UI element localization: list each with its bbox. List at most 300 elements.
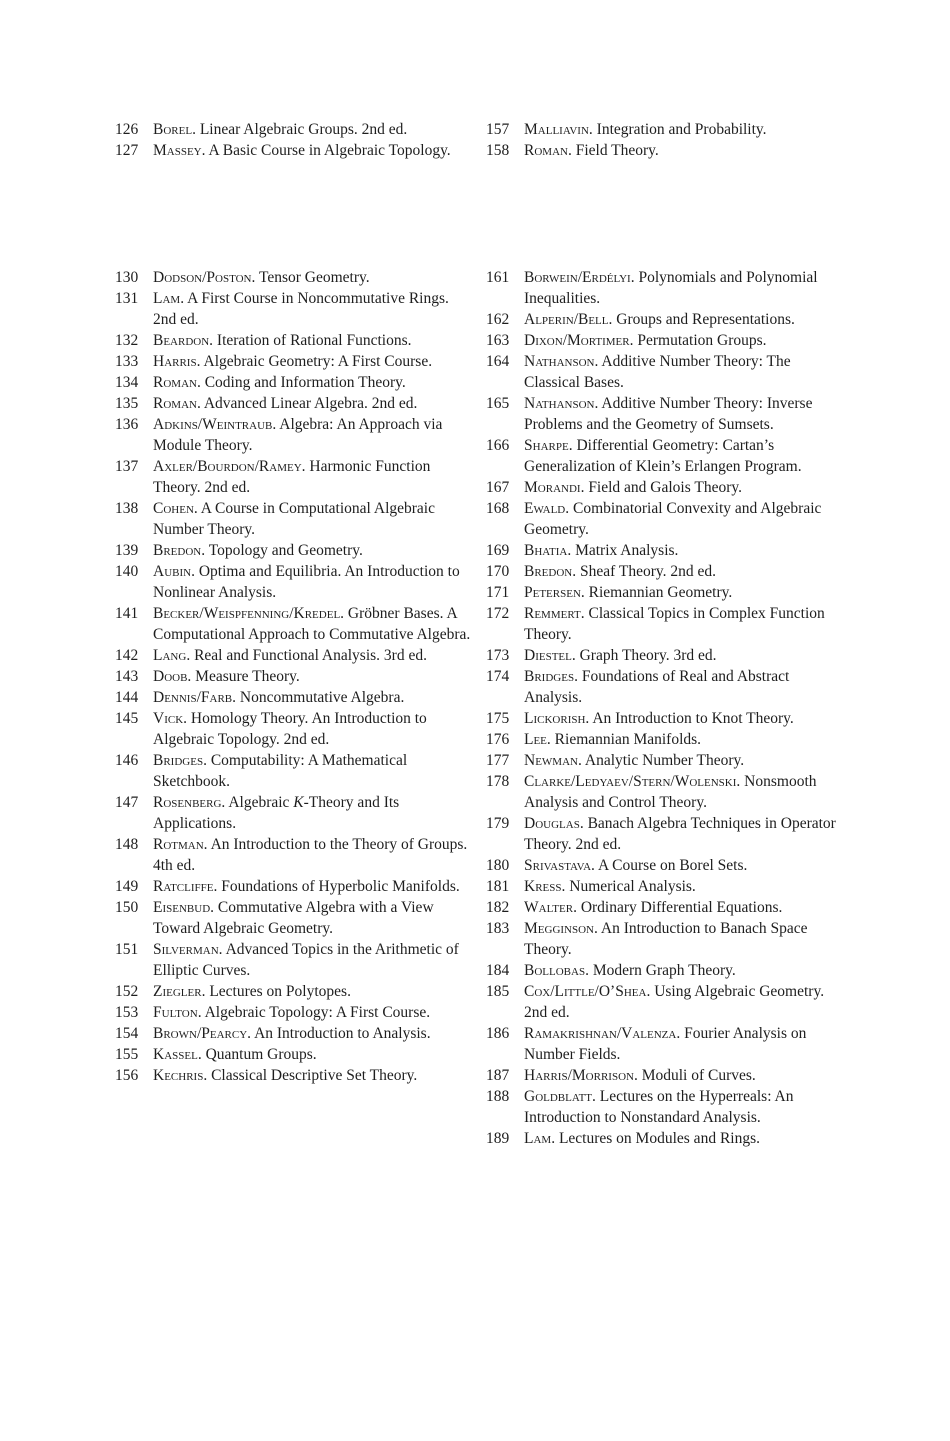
entry-number: 155 bbox=[115, 1046, 139, 1063]
entry-author: Doob bbox=[153, 668, 188, 685]
entry-title: An Introduction to Knot Theory. bbox=[592, 710, 794, 727]
entry-author: Lang bbox=[153, 647, 187, 664]
entry-number: 141 bbox=[115, 605, 139, 622]
entry-number: 168 bbox=[486, 500, 510, 517]
entry-author: Vick bbox=[153, 710, 184, 727]
entry-author: Petersen bbox=[524, 584, 581, 601]
entry-title: Riemannian Manifolds. bbox=[554, 731, 702, 748]
entry-number: 127 bbox=[115, 142, 139, 159]
entry-number: 173 bbox=[486, 647, 510, 664]
entry-separator: . bbox=[736, 773, 745, 790]
entry-title: Riemannian Geometry. bbox=[588, 584, 733, 601]
entry-author: Morandi bbox=[524, 479, 581, 496]
entry-separator: . bbox=[183, 710, 191, 727]
entry-separator: . bbox=[201, 983, 210, 1000]
entry-title: Additive Number Theory: The Classical Bases. bbox=[524, 353, 791, 391]
list-entry bbox=[115, 456, 475, 498]
list-entry bbox=[486, 267, 846, 309]
entry-author: Becker/Weispfenning/Kredel bbox=[153, 605, 341, 622]
list-entry bbox=[115, 561, 475, 603]
entry-title: A Course in Computational Algebraic Number Theory. bbox=[153, 500, 435, 538]
entry-number: 145 bbox=[115, 710, 139, 727]
list-block-top-left bbox=[115, 119, 475, 161]
entry-author: Borwein/Erdélyi bbox=[524, 269, 631, 286]
list-entry bbox=[115, 1023, 475, 1044]
entry-author: Brown/Pearcy bbox=[153, 1025, 248, 1042]
entry-author: Roman bbox=[524, 142, 568, 159]
list-entry bbox=[115, 1002, 475, 1023]
list-entry bbox=[115, 939, 475, 981]
entry-title: Tensor Geometry. bbox=[258, 269, 370, 286]
entry-title: Combinatorial Convexity and Algebraic Geometry. bbox=[524, 500, 822, 538]
entry-number: 166 bbox=[486, 437, 510, 454]
entry-author: Dixon/Mortimer bbox=[524, 332, 630, 349]
entry-title: Polynomials and Polynomial Inequalities. bbox=[524, 269, 818, 307]
entry-separator: . bbox=[591, 857, 598, 874]
entry-separator: . bbox=[573, 899, 581, 916]
entry-author: Bridges bbox=[524, 668, 575, 685]
entry-author: Dennis/Farb bbox=[153, 689, 233, 706]
entry-author: Bredon bbox=[524, 563, 573, 580]
entry-title: Modern Graph Theory. bbox=[592, 962, 736, 979]
entry-author: Massey bbox=[153, 142, 202, 159]
entry-title: Numerical Analysis. bbox=[569, 878, 696, 895]
entry-number: 133 bbox=[115, 353, 139, 370]
entry-number: 181 bbox=[486, 878, 510, 895]
entry-separator: . bbox=[301, 458, 310, 475]
entry-author: Rosenberg bbox=[153, 794, 222, 811]
entry-separator: . bbox=[676, 1025, 685, 1042]
entry-author: Silverman bbox=[153, 941, 219, 958]
list-entry bbox=[486, 1086, 846, 1128]
entry-separator: . bbox=[594, 395, 602, 412]
entry-author: Kassel bbox=[153, 1046, 198, 1063]
list-entry bbox=[115, 330, 475, 351]
entry-separator: . bbox=[209, 332, 217, 349]
entry-author: Srivastava bbox=[524, 857, 592, 874]
entry-number: 184 bbox=[486, 962, 510, 979]
entry-separator: . bbox=[594, 920, 601, 937]
list-entry bbox=[115, 750, 475, 792]
list-entry bbox=[115, 540, 475, 561]
entry-title: Using Algebraic Geometry. 2nd ed. bbox=[524, 983, 825, 1021]
entry-number: 135 bbox=[115, 395, 139, 412]
entry-number: 131 bbox=[115, 290, 139, 307]
entry-number: 140 bbox=[115, 563, 139, 580]
entry-title: An Introduction to the Theory of Groups. 4th ed. bbox=[153, 836, 468, 874]
entry-author: Cox/Little/O’Shea bbox=[524, 983, 647, 1000]
list-entry bbox=[486, 119, 846, 140]
list-entry bbox=[486, 582, 846, 603]
entry-separator: . bbox=[247, 1025, 255, 1042]
entry-number: 182 bbox=[486, 899, 510, 916]
entry-separator: . bbox=[201, 142, 209, 159]
entry-author: Axler/Bourdon/Ramey bbox=[153, 458, 302, 475]
entry-separator: . bbox=[565, 500, 573, 517]
entry-title: Lectures on Modules and Rings. bbox=[558, 1130, 760, 1147]
entry-title: Matrix Analysis. bbox=[575, 542, 679, 559]
list-entry bbox=[486, 708, 846, 729]
entry-title: Foundations of Hyperbolic Manifolds. bbox=[221, 878, 460, 895]
entry-number: 130 bbox=[115, 269, 139, 286]
entry-title: Algebraic K-Theory and Its Applications. bbox=[153, 794, 400, 832]
entry-author: Remmert bbox=[524, 605, 581, 622]
entry-number: 186 bbox=[486, 1025, 510, 1042]
entry-author: Sharpe bbox=[524, 437, 569, 454]
entry-author: Alperin/Bell bbox=[524, 311, 609, 328]
list-entry bbox=[115, 876, 475, 897]
list-entry bbox=[115, 393, 475, 414]
entry-separator: . bbox=[585, 962, 593, 979]
entry-title: Coding and Information Theory. bbox=[204, 374, 406, 391]
list-entry bbox=[486, 603, 846, 645]
entry-author: Fulton bbox=[153, 1004, 198, 1021]
list-entry bbox=[486, 561, 846, 582]
entry-title: Foundations of Real and Abstract Analysis. bbox=[524, 668, 790, 706]
entry-author: Adkins/Weintraub bbox=[153, 416, 273, 433]
entry-title: Linear Algebraic Groups. 2nd ed. bbox=[199, 121, 408, 138]
entry-separator: . bbox=[197, 1004, 205, 1021]
entry-title: Graph Theory. 3rd ed. bbox=[579, 647, 717, 664]
list-entry bbox=[486, 729, 846, 750]
entry-title: Optima and Equilibria. An Introduction to Nonlinear Analysis. bbox=[153, 563, 460, 601]
entry-author: Nathanson bbox=[524, 395, 595, 412]
entry-author: Dodson/Poston bbox=[153, 269, 252, 286]
entry-separator: . bbox=[646, 983, 655, 1000]
entry-number: 146 bbox=[115, 752, 139, 769]
entry-title: Algebraic Topology: A First Course. bbox=[204, 1004, 431, 1021]
entry-title: Topology and Geometry. bbox=[208, 542, 363, 559]
entry-number: 178 bbox=[486, 773, 510, 790]
entry-separator: . bbox=[221, 794, 229, 811]
entry-number: 188 bbox=[486, 1088, 510, 1105]
list-entry bbox=[486, 960, 846, 981]
entry-author: Rotman bbox=[153, 836, 204, 853]
entry-separator: . bbox=[272, 416, 280, 433]
list-entry bbox=[486, 981, 846, 1023]
entry-title: Commutative Algebra with a View Toward Algebraic Geometry. bbox=[153, 899, 434, 937]
entry-number: 142 bbox=[115, 647, 139, 664]
entry-separator: . bbox=[594, 353, 602, 370]
entry-number: 137 bbox=[115, 458, 139, 475]
entry-title: Ordinary Differential Equations. bbox=[580, 899, 783, 916]
entry-title: Differential Geometry: Cartan’s Generalization of Klein’s Erlangen Program. bbox=[524, 437, 802, 475]
list-entry bbox=[486, 1023, 846, 1065]
entry-title: Iteration of Rational Functions. bbox=[216, 332, 412, 349]
entry-author: Megginson bbox=[524, 920, 595, 937]
entry-title: An Introduction to Analysis. bbox=[254, 1025, 431, 1042]
entry-title: Classical Descriptive Set Theory. bbox=[211, 1067, 418, 1084]
list-entry bbox=[115, 351, 475, 372]
entry-number: 143 bbox=[115, 668, 139, 685]
entry-number: 171 bbox=[486, 584, 510, 601]
entry-number: 151 bbox=[115, 941, 139, 958]
entry-separator: . bbox=[580, 605, 589, 622]
entry-separator: . bbox=[633, 1067, 642, 1084]
entry-number: 148 bbox=[115, 836, 139, 853]
entry-author: Harris bbox=[153, 353, 197, 370]
entry-separator: . bbox=[196, 395, 204, 412]
entry-separator: . bbox=[201, 542, 209, 559]
entry-author: Bollobas bbox=[524, 962, 586, 979]
list-entry bbox=[486, 771, 846, 813]
entry-title: Advanced Topics in the Arithmetic of Elliptic Curves. bbox=[153, 941, 459, 979]
entry-author: Roman bbox=[153, 374, 197, 391]
list-entry bbox=[115, 498, 475, 540]
entry-separator: . bbox=[577, 752, 585, 769]
entry-author: Lam bbox=[153, 290, 181, 307]
entry-number: 175 bbox=[486, 710, 510, 727]
entry-title: Banach Algebra Techniques in Operator Theory. 2nd ed. bbox=[524, 815, 836, 853]
entry-title: Gröbner Bases. A Computational Approach to Commutative Algebra. bbox=[153, 605, 471, 643]
entry-separator: . bbox=[561, 878, 570, 895]
entry-separator: . bbox=[567, 542, 576, 559]
list-entry bbox=[115, 645, 475, 666]
entry-title: Computability: A Mathematical Sketchbook. bbox=[153, 752, 408, 790]
entry-number: 156 bbox=[115, 1067, 139, 1084]
list-entry bbox=[115, 834, 475, 876]
list-entry bbox=[486, 309, 846, 330]
entry-number: 158 bbox=[486, 142, 510, 159]
entry-separator: . bbox=[213, 878, 222, 895]
entry-title: A Course on Borel Sets. bbox=[597, 857, 748, 874]
entry-separator: . bbox=[592, 1088, 600, 1105]
entry-number: 189 bbox=[486, 1130, 510, 1147]
list-entry bbox=[115, 687, 475, 708]
entry-author: Bredon bbox=[153, 542, 202, 559]
list-entry bbox=[486, 918, 846, 960]
list-entry bbox=[486, 498, 846, 540]
entry-number: 139 bbox=[115, 542, 139, 559]
entry-separator: . bbox=[180, 290, 188, 307]
entry-separator: . bbox=[580, 479, 589, 496]
entry-number: 136 bbox=[115, 416, 139, 433]
entry-number: 149 bbox=[115, 878, 139, 895]
entry-author: Nathanson bbox=[524, 353, 595, 370]
entry-author: Clarke/Ledyaev/Stern/Wolenski bbox=[524, 773, 737, 790]
entry-author: Ramakrishnan/Valenza bbox=[524, 1025, 677, 1042]
entry-title: Analytic Number Theory. bbox=[584, 752, 745, 769]
entry-author: Bridges bbox=[153, 752, 204, 769]
entry-author: Aubin bbox=[153, 563, 192, 580]
entry-separator: . bbox=[588, 121, 597, 138]
entry-author: Kechris bbox=[153, 1067, 204, 1084]
list-entry bbox=[115, 267, 475, 288]
entry-title: A First Course in Noncommutative Rings. 2nd ed. bbox=[153, 290, 449, 328]
list-entry bbox=[486, 435, 846, 477]
entry-title: An Introduction to Banach Space Theory. bbox=[524, 920, 808, 958]
entry-author: Borel bbox=[153, 121, 193, 138]
entry-number: 172 bbox=[486, 605, 510, 622]
entry-author: Kress bbox=[524, 878, 562, 895]
entry-number: 147 bbox=[115, 794, 139, 811]
entry-title: Algebraic Geometry: A First Course. bbox=[203, 353, 433, 370]
entry-separator: . bbox=[187, 668, 196, 685]
entry-author: Bhatia bbox=[524, 542, 568, 559]
entry-separator: . bbox=[567, 142, 576, 159]
entry-separator: . bbox=[191, 563, 199, 580]
entry-title: Classical Topics in Complex Function Theory. bbox=[524, 605, 825, 643]
entry-title: Field and Galois Theory. bbox=[588, 479, 742, 496]
entry-separator: . bbox=[580, 584, 589, 601]
entry-number: 164 bbox=[486, 353, 510, 370]
list-entry bbox=[486, 1128, 846, 1149]
entry-title: Field Theory. bbox=[575, 142, 659, 159]
entry-number: 187 bbox=[486, 1067, 510, 1084]
list-block-top-right bbox=[486, 119, 846, 161]
entry-number: 180 bbox=[486, 857, 510, 874]
entry-number: 165 bbox=[486, 395, 510, 412]
entry-separator: . bbox=[340, 605, 348, 622]
entry-title: Measure Theory. bbox=[195, 668, 300, 685]
entry-title: Lectures on Polytopes. bbox=[209, 983, 351, 1000]
entry-number: 163 bbox=[486, 332, 510, 349]
list-entry bbox=[486, 666, 846, 708]
entry-author: Walter bbox=[524, 899, 574, 916]
list-entry bbox=[115, 288, 475, 330]
entry-title: Integration and Probability. bbox=[596, 121, 767, 138]
entry-author: Lam bbox=[524, 1130, 552, 1147]
entry-separator: . bbox=[196, 353, 204, 370]
entry-separator: . bbox=[193, 500, 201, 517]
entry-separator: . bbox=[186, 647, 195, 664]
entry-number: 167 bbox=[486, 479, 510, 496]
entry-separator: . bbox=[203, 1067, 212, 1084]
list-entry bbox=[486, 876, 846, 897]
entry-author: Ratcliffe bbox=[153, 878, 214, 895]
entry-title: Moduli of Curves. bbox=[641, 1067, 756, 1084]
entry-number: 177 bbox=[486, 752, 510, 769]
list-entry bbox=[486, 1065, 846, 1086]
entry-author: Cohen bbox=[153, 500, 194, 517]
entry-number: 144 bbox=[115, 689, 139, 706]
entry-number: 183 bbox=[486, 920, 510, 937]
list-entry bbox=[115, 708, 475, 750]
entry-author: Ziegler bbox=[153, 983, 202, 1000]
list-block-main-right bbox=[486, 267, 846, 1149]
entry-author: Lee bbox=[524, 731, 547, 748]
entry-separator: . bbox=[574, 668, 582, 685]
entry-separator: . bbox=[192, 121, 200, 138]
entry-number: 153 bbox=[115, 1004, 139, 1021]
entry-number: 179 bbox=[486, 815, 510, 832]
list-entry bbox=[115, 1065, 475, 1086]
entry-title: Permutation Groups. bbox=[637, 332, 767, 349]
entry-separator: . bbox=[608, 311, 617, 328]
entry-separator: . bbox=[546, 731, 555, 748]
entry-title: Homology Theory. An Introduction to Algebraic Topology. 2nd ed. bbox=[153, 710, 427, 748]
entry-title: Nonsmooth Analysis and Control Theory. bbox=[524, 773, 817, 811]
list-entry bbox=[486, 813, 846, 855]
entry-author: Ewald bbox=[524, 500, 566, 517]
entry-title: Additive Number Theory: Inverse Problems and the Geometry of Sumsets. bbox=[524, 395, 813, 433]
entry-title: A Basic Course in Algebraic Topology. bbox=[208, 142, 451, 159]
entry-author: Goldblatt bbox=[524, 1088, 593, 1105]
entry-title: Lectures on the Hyperreals: An Introduction to Nonstandard Analysis. bbox=[524, 1088, 794, 1126]
list-entry bbox=[115, 119, 475, 140]
list-entry bbox=[486, 750, 846, 771]
entry-title: Advanced Linear Algebra. 2nd ed. bbox=[203, 395, 418, 412]
entry-author: Douglas bbox=[524, 815, 580, 832]
list-entry bbox=[486, 540, 846, 561]
list-entry bbox=[115, 372, 475, 393]
list-entry bbox=[115, 140, 475, 161]
entry-number: 176 bbox=[486, 731, 510, 748]
entry-author: Diestel bbox=[524, 647, 572, 664]
list-entry bbox=[115, 603, 475, 645]
entry-title: Harmonic Function Theory. 2nd ed. bbox=[153, 458, 431, 496]
list-entry bbox=[486, 393, 846, 435]
entry-number: 126 bbox=[115, 121, 139, 138]
list-entry bbox=[486, 855, 846, 876]
entry-separator: . bbox=[568, 437, 577, 454]
entry-number: 162 bbox=[486, 311, 510, 328]
entry-number: 132 bbox=[115, 332, 139, 349]
entry-title: Fourier Analysis on Number Fields. bbox=[524, 1025, 807, 1063]
list-entry bbox=[486, 645, 846, 666]
entry-separator: . bbox=[232, 689, 240, 706]
list-entry bbox=[115, 666, 475, 687]
entry-separator: . bbox=[197, 1046, 206, 1063]
list-entry bbox=[486, 140, 846, 161]
entry-separator: . bbox=[251, 269, 259, 286]
entry-author: Eisenbud bbox=[153, 899, 211, 916]
entry-number: 170 bbox=[486, 563, 510, 580]
list-entry bbox=[115, 897, 475, 939]
entry-separator: . bbox=[196, 374, 205, 391]
entry-number: 169 bbox=[486, 542, 510, 559]
entry-number: 174 bbox=[486, 668, 510, 685]
entry-separator: . bbox=[203, 836, 211, 853]
entry-author: Harris/Morrison bbox=[524, 1067, 634, 1084]
entry-number: 185 bbox=[486, 983, 510, 1000]
list-entry bbox=[115, 792, 475, 834]
entry-separator: . bbox=[630, 269, 639, 286]
entry-number: 161 bbox=[486, 269, 510, 286]
entry-title: Noncommutative Algebra. bbox=[239, 689, 405, 706]
list-entry bbox=[115, 981, 475, 1002]
list-block-main-left bbox=[115, 267, 475, 1086]
list-entry bbox=[486, 330, 846, 351]
entry-author: Lickorish bbox=[524, 710, 586, 727]
entry-title: Quantum Groups. bbox=[205, 1046, 317, 1063]
entry-separator: . bbox=[579, 815, 588, 832]
list-entry bbox=[486, 897, 846, 918]
entry-separator: . bbox=[218, 941, 226, 958]
entry-number: 157 bbox=[486, 121, 510, 138]
list-entry bbox=[486, 351, 846, 393]
entry-author: Roman bbox=[153, 395, 197, 412]
entry-separator: . bbox=[203, 752, 211, 769]
list-entry bbox=[115, 414, 475, 456]
entry-separator: . bbox=[572, 563, 580, 580]
entry-separator: . bbox=[571, 647, 580, 664]
entry-author: Malliavin bbox=[524, 121, 589, 138]
entry-number: 138 bbox=[115, 500, 139, 517]
entry-number: 150 bbox=[115, 899, 139, 916]
entry-number: 152 bbox=[115, 983, 139, 1000]
list-entry bbox=[486, 477, 846, 498]
entry-number: 134 bbox=[115, 374, 139, 391]
entry-separator: . bbox=[629, 332, 638, 349]
entry-separator: . bbox=[210, 899, 218, 916]
entry-title: Groups and Representations. bbox=[616, 311, 795, 328]
entry-number: 154 bbox=[115, 1025, 139, 1042]
entry-title: Sheaf Theory. 2nd ed. bbox=[579, 563, 717, 580]
entry-separator: . bbox=[551, 1130, 559, 1147]
entry-author: Newman bbox=[524, 752, 578, 769]
entry-separator: . bbox=[585, 710, 593, 727]
